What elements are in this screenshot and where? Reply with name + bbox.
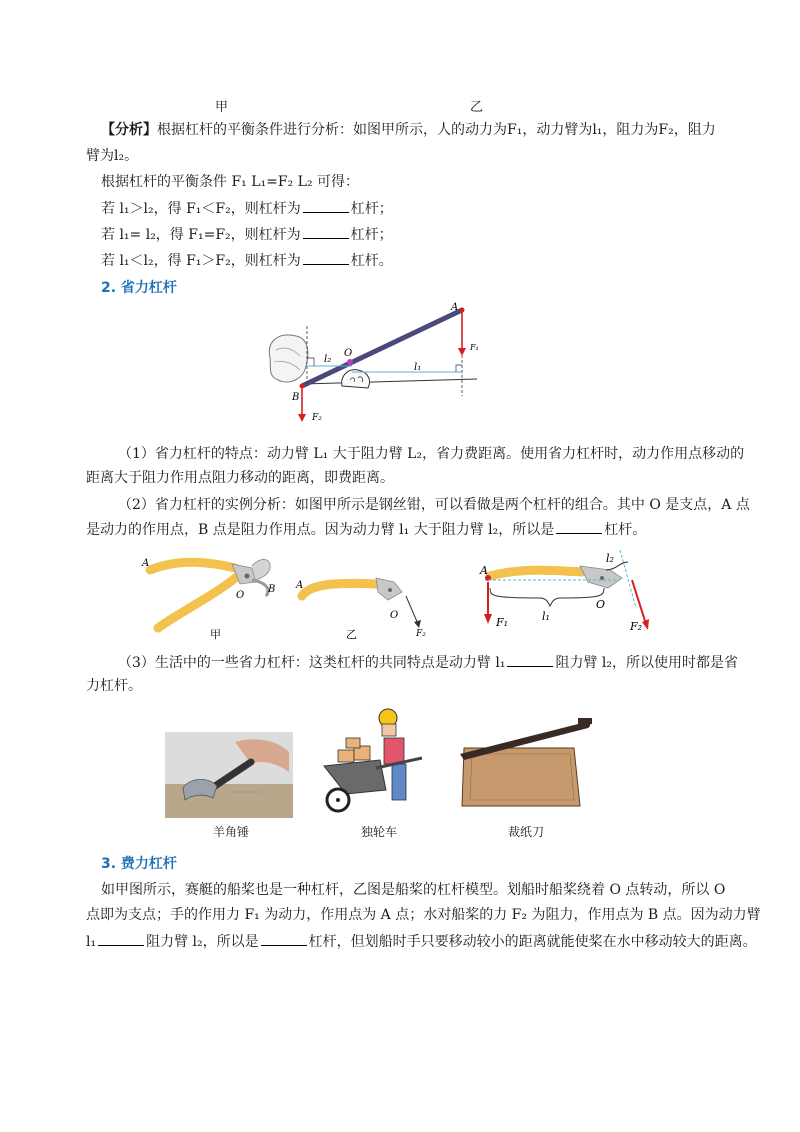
answer-blank[interactable] (303, 250, 349, 265)
pliers-jia-label-O: O (236, 590, 245, 601)
case-3-end: 杠杆。 (350, 253, 393, 269)
section-2-heading: 2. 省力杠杆 (101, 280, 177, 296)
figure-label-yi: 乙 (470, 100, 484, 115)
section-3-line1: 如甲图所示，赛艇的船桨也是一种杠杆，乙图是船桨的杠杆模型。划船时船桨绕着 O 点转动，所以 O (101, 882, 726, 898)
case-2-text: 若 l₁= l₂，得 F₁=F₂，则杠杆为 (101, 227, 301, 243)
label-l2: l₂ (324, 354, 332, 365)
caption-paper-cutter: 裁纸刀 (508, 825, 545, 839)
pliers-yi-icon (302, 578, 402, 600)
claw-hammer-photo (165, 732, 293, 818)
s3-mid: 阻力臂 l₂，所以是 (146, 934, 259, 950)
label-B: B (292, 392, 300, 403)
answer-blank[interactable] (98, 931, 144, 946)
label-F2: F₂ (312, 413, 322, 423)
s3-l1: l₁ (86, 934, 97, 950)
p2-line2-end: 杠杆。 (604, 522, 647, 538)
case-1-text: 若 l₁＞l₂，得 F₁＜F₂，则杠杆为 (101, 201, 301, 217)
case-1-end: 杠杆； (350, 201, 393, 217)
analysis-tag: 【分析】 (101, 122, 157, 138)
pliers-yi-label-A: A (296, 580, 304, 591)
crowbar-lever-diagram (262, 300, 492, 425)
s3-end: 杠杆，但划船时手只要移动较小的距离就能使桨在水中移动较大的距离。 (308, 934, 757, 950)
caption-claw-hammer: 羊角锤 (213, 825, 250, 839)
point-A (460, 308, 465, 313)
section-2-p1-line2: 距离大于阻力作用点阻力移动的距离，即费距离。 (86, 470, 394, 486)
crowbar-bar (302, 310, 462, 386)
wheelbarrow-illustration (316, 706, 436, 818)
pliers-jia-label-A: A (142, 558, 150, 569)
pliers-jia-icon (150, 559, 270, 628)
section-3-line3 (86, 931, 757, 952)
section-2-p2-line2 (86, 519, 646, 540)
section-2-p2-line1: （2）省力杠杆的实例分析：如图甲所示是钢丝钳，可以看做是两个杠杆的组合。其中 O 是支点，A 点 (118, 497, 750, 513)
force-label-A: A (480, 564, 488, 577)
pivot-point-O (347, 359, 353, 365)
paper-cutter-photo (460, 714, 594, 810)
pliers-yi-label-F2: F₂ (416, 629, 426, 639)
section-2-p3-line2: 力杠杆。 (86, 678, 142, 694)
force-F2-arrow (632, 580, 646, 624)
pliers-yi-caption: 乙 (346, 628, 357, 641)
label-A: A (451, 302, 459, 313)
force-label-F1: F₁ (496, 616, 509, 629)
pliers-jia-label-B: B (268, 584, 276, 595)
answer-blank[interactable] (556, 519, 602, 534)
label-l1: l₁ (414, 362, 422, 373)
answer-blank[interactable] (507, 652, 553, 667)
answer-blank[interactable] (303, 224, 349, 239)
label-O: O (344, 348, 353, 359)
rock-icon (269, 335, 308, 382)
point-B (300, 384, 305, 389)
analysis-line-3: 根据杠杆的平衡条件 F₁ L₁=F₂ L₂ 可得： (101, 174, 360, 190)
answer-blank[interactable] (303, 198, 349, 213)
force-label-O: O (596, 598, 606, 611)
pliers-jia-caption: 甲 (210, 628, 221, 641)
case-2-end: 杠杆； (350, 227, 393, 243)
force-label-l1: l₁ (542, 610, 550, 623)
case-3-text: 若 l₁＜l₂，得 F₁＞F₂，则杠杆为 (101, 253, 301, 269)
pliers-diagram (140, 548, 660, 648)
pliers-yi-label-O: O (390, 610, 399, 621)
analysis-line-1 (101, 120, 716, 140)
analysis-case-1 (101, 198, 393, 219)
analysis-case-3 (101, 250, 393, 271)
section-3-line2: 点即为支点；手的作用力 F₁ 为动力，作用点为 A 点；水对船桨的力 F₂ 为阻力，作用点为 B 点。因为动力臂 (86, 907, 761, 923)
analysis-text-1: 根据杠杆的平衡条件进行分析：如图甲所示，人的动力为F₁，动力臂为l₁，阻力为F₂，阻力 (157, 122, 716, 138)
label-F1: F₁ (470, 343, 479, 352)
pliers-force-analysis (484, 550, 649, 630)
p3-line1-end: 阻力臂 l₂，所以使用时都是省 (555, 655, 738, 671)
force-label-F2: F₂ (630, 620, 643, 633)
ground-line (302, 379, 477, 384)
brace-l1 (490, 588, 604, 606)
p3-line1-text: （3）生活中的一些省力杠杆：这类杠杆的共同特点是动力臂 l₁ (118, 655, 506, 671)
section-2-p3-line1 (118, 652, 738, 673)
analysis-case-2 (101, 224, 393, 245)
section-2-p1-line1: （1）省力杠杆的特点：动力臂 L₁ 大于阻力臂 L₂，省力费距离。使用省力杠杆时，动力作用点移动的 (118, 446, 745, 462)
answer-blank[interactable] (261, 931, 307, 946)
force-label-l2: l₂ (606, 552, 614, 565)
analysis-line-2: 臂为l₂。 (86, 148, 139, 164)
section-3-heading: 3. 费力杠杆 (101, 856, 177, 872)
figure-label-jia: 甲 (215, 100, 229, 115)
caption-wheelbarrow: 独轮车 (361, 825, 398, 839)
p2-line2-text: 是动力的作用点，B 点是阻力作用点。因为动力臂 l₁ 大于阻力臂 l₂，所以是 (86, 522, 555, 538)
